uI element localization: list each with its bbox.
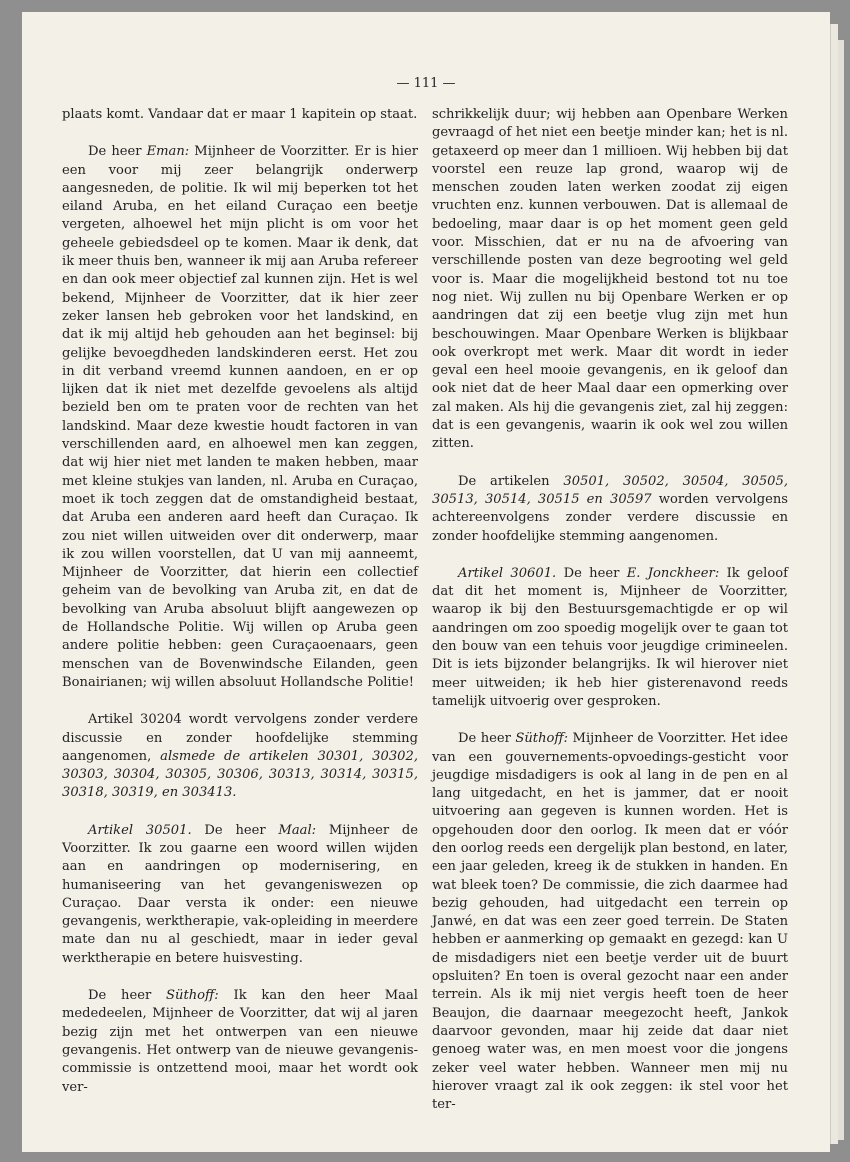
paragraph-artikel-30204: Artikel 30204 wordt vervolgens zonder verdere discussie en zonder hoofdelijke stemming aangenomen, alsmede de artikelen 30301, 30302, 30303, 30304, 30305, 30306, 30313, 30314, 30315, 30318, 30319, en 303413.	[62, 712, 418, 801]
paragraph-artikel-30501: Artikel 30501. De heer Maal: Mijnheer de Voorzitter. Ik zou gaarne een woord willen wijden aan en aandringen op modernisering, en humaniseering van het gevangeniswezen op Curaçao. Daar versta ik onder: een nieuwe gevangenis, werktherapie, vak-opleiding in meerdere mate dan nu al geschiedt, maar in ieder geval werktherapie en betere huisvesting.	[62, 822, 419, 966]
paragraph-artikelen-305: De artikelen 30501, 30502, 30504, 30505, 30513, 30514, 30515 en 30597 worden vervolgens achtereenvolgens zonder verdere discussie en zonder hoofdelijke stemming aangenomen.	[432, 473, 789, 544]
right-column	[432, 106, 788, 1114]
paragraph-eman: De heer Eman: Mijnheer de Voorzitter. Er is hier een voor mij zeer belangrijk onderwerp aangesneden, de politie. Ik wil mij beperken tot het eiland Aruba, en het eiland Curaçao een beetje vergeten, alhoewel het mijn plicht is om voor het geheele gebiedsdeel op te komen. Maar ik denk, dat ik meer thuis ben, wanneer ik mij aan Aruba refereer en dan ook meer objectief zal kunnen zijn. Het is wel bekend, Mijnheer de Voorzitter, dat ik hier zeer zeker lansen heb gebroken voor het landskind, en dat ik mij altijd heb gehouden aan het beginsel: bij gelijke bevoegdheden landskinderen eerst. Het zou in dit verband vreemd kunnen aandoen, en er op lijken dat ik niet met dezelfde gevoelens als altijd bezield ben om te praten voor de rechten van het landskind. Maar deze kwestie houdt factoren in van verschillenden aard, en alhoewel men kan zeggen, dat wij hier niet met landen te maken hebben, maar met kleine stukjes van landen, nl. Aruba en Curaçao, moet ik toch zeggen dat de omstandigheid bestaat, dat Aruba een anderen aard heeft dan Curaçao. Ik zou niet willen uitweiden over dit onderwerp, maar ik zou willen voorstellen, dat U van mij aanneemt, Mijnheer de Voorzitter, dat hierin een collectief geheim van de bevolking van Aruba zit, en dat de bevolking van Aruba absoluut blijft aangewezen op de Hollandsche Politie. Wij willen op Aruba geen andere politie hebben: geen Curaçaoenaars, geen menschen van de Bovenwindsche Eilanden, geen Bonairianen; wij willen absoluut Hollandsche Politie!	[62, 144, 418, 690]
page-stack-edge	[837, 40, 844, 1140]
paragraph-artikel-30601: Artikel 30601. De heer E. Jonckheer: Ik geloof dat dit het moment is, Mijnheer de Voorzitter, waarop ik bij den Bestuursgemachtigde er op wil aandringen om zoo spoedig mogelijk over te gaan tot den bouw van een tehuis voor jeugdige crimineelen. Dit is iets bijzonder belangrijks. Ik wil hierover niet meer uitweiden; ik heb hier gisterenavond reeds tamelijk uitvoerig over gesproken.	[432, 565, 788, 709]
paragraph-plaats: plaats komt. Vandaar dat er maar 1 kapitein op staat.	[62, 107, 418, 122]
page-stack-edge	[830, 24, 838, 1144]
page-number: — 111 —	[396, 76, 456, 91]
paragraph-schrikkelijk: schrikkelijk duur; wij hebben aan Openbare Werken gevraagd of het niet een beetje minder kan; het is nl. getaxeerd op meer dan 1 millioen. Wij hebben bij dat voorstel een reuze lap grond, waarop wij de menschen zouden laten werken zoodat zij eigen vruchten enz. kunnen verbouwen. Dat is allemaal de bedoeling, maar daar is op het moment geen geld voor. Misschien, dat er nu na de afvoering van verschillende posten van deze begrooting wel geld voor is. Maar die mogelijkheid bestond tot nu toe nog niet. Wij zullen nu bij Openbare Werken er op aandringen dat zij een beetje vlug zijn met hun beschouwingen. Maar Openbare Werken is blijkbaar ook overkropt met werk. Maar dit wordt in ieder geval een heel mooie gevangenis, en ik geloof dan ook niet dat de heer Maal daar een opmerking over zal maken. Als hij die gevangenis ziet, zal hij zeggen: dat is een gevangenis, waarin ik ook wel zou willen zitten.	[432, 107, 788, 452]
paragraph-suthoff-1: De heer Süthoff: Ik kan den heer Maal mededeelen, Mijnheer de Voorzitter, dat wij al jaren bezig zijn met het ontwerpen van een nieuwe gevangenis. Het ontwerp van de nieuwe gevangenis-commissie is ontzettend mooi, maar het wordt ook ver-	[62, 988, 418, 1095]
paragraph-suthoff-2: De heer Süthoff: Mijnheer de Voorzitter. Het idee van een gouvernements-opvoedings-gesticht voor jeugdige misdadigers is ook al lang in de pen en al lang uitgedacht, en het is jammer, dat er nooit uitvoering aan gegeven is kunnen worden. Het is opgehouden door den oorlog. Ik meen dat er vóór den oorlog reeds een dergelijk plan bestond, en later, een jaar geleden, kreeg ik de stukken in handen. En wat bleek toen? De commissie, die zich daarmee had bezig gehouden, had uitgedacht een terrein op Janwé, en dat was een zeer goed terrein. De Staten hebben er aanmerking op gemaakt en gezegd: kan U de misdadigers niet een beetje verder uit de buurt opsluiten? En toen is overal gezocht naar een ander terrein. Als ik mij niet vergis heeft toen de heer Beaujon, die daarnaar meegezocht heeft, Jankok daarvoor gevonden, maar hij zeide dat daar niet genoeg water was, en men moest voor die jongens zeker veel water hebben. Wanneer men mij nu hierover vraagt zal ik ook zeggen: ik stel voor het ter-	[432, 731, 788, 1113]
left-column	[62, 106, 418, 1097]
document-page	[22, 12, 830, 1152]
